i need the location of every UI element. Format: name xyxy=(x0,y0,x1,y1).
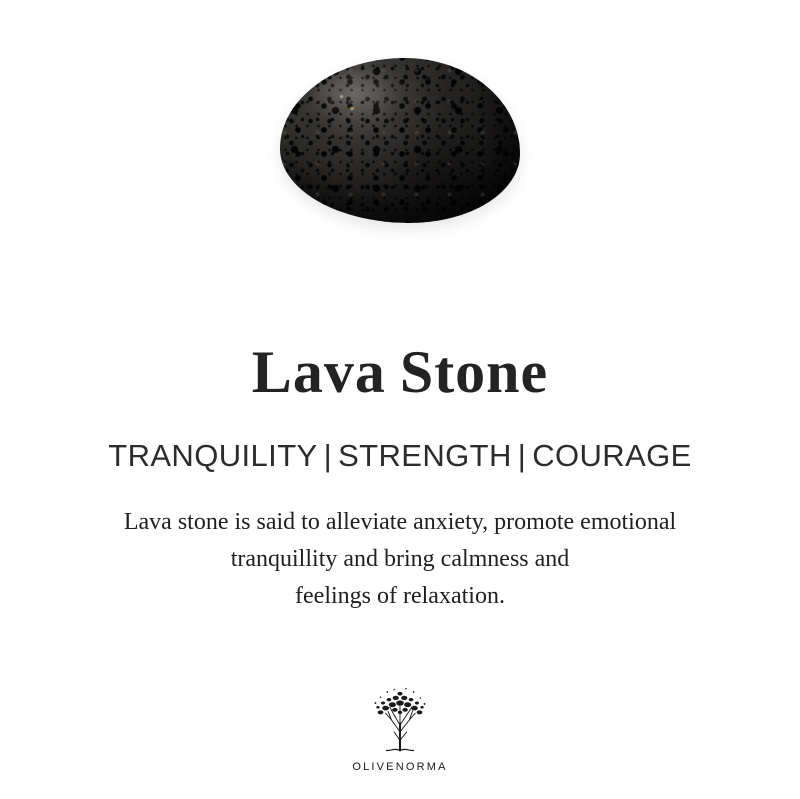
description-line-1: Lava stone is said to alleviate anxiety, promote emotional xyxy=(123,509,677,535)
description-line-3: feelings of relaxation. xyxy=(295,583,505,610)
description-line-2: tranquillity and bring calmness and xyxy=(230,546,570,573)
lava-stone-image xyxy=(280,58,520,223)
keyword-2: STRENGTH xyxy=(338,438,512,473)
keyword-1: TRANQUILITY xyxy=(108,438,318,473)
keyword-separator-1: | xyxy=(323,438,333,473)
tree-logo-icon xyxy=(357,681,443,759)
keyword-separator-2: | xyxy=(517,438,527,473)
stone-image-area xyxy=(0,0,800,300)
product-description xyxy=(40,504,760,616)
keyword-list xyxy=(108,438,692,474)
brand-logo xyxy=(0,681,800,773)
title-word-1: Lava xyxy=(251,339,386,405)
stone-pores-texture xyxy=(280,58,520,223)
title-word-2: Stone xyxy=(399,339,549,405)
brand-name: OLIVENORMA xyxy=(352,761,448,773)
page-title xyxy=(251,339,549,405)
keyword-3: COURAGE xyxy=(532,438,692,473)
stone-speck-a xyxy=(350,107,354,110)
